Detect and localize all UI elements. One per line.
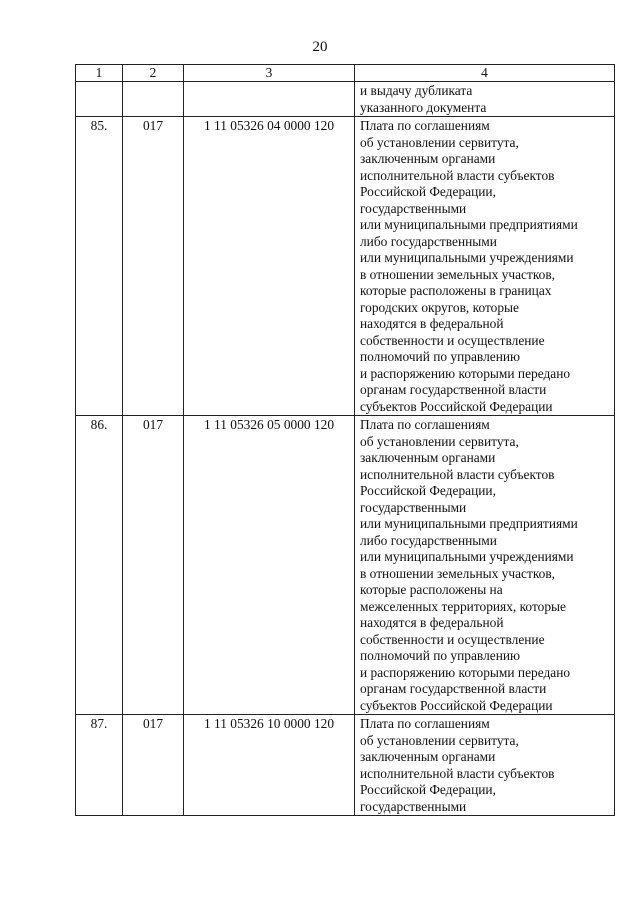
description-line: полномочий по управлению <box>360 648 521 663</box>
budget-classification-code: 1 11 05326 04 0000 120 <box>184 117 355 416</box>
description-line: в отношении земельных участков, <box>360 266 556 282</box>
description-line: органам государственной власти <box>360 681 547 696</box>
header-col-2: 2 <box>123 65 184 82</box>
description-line: собственности и осуществление <box>360 631 545 647</box>
admin-code: 017 <box>123 416 184 715</box>
table-row <box>76 117 615 416</box>
description-line: которые расположены в границах <box>360 283 552 298</box>
description-line: об установлении сервитута, <box>360 134 519 150</box>
cell-empty <box>76 82 123 117</box>
description-line: исполнительной власти субъектов <box>360 466 555 482</box>
description-line: заключенным органами <box>360 151 496 166</box>
description-line: органам государственной власти <box>360 382 547 397</box>
description-line: или муниципальными предприятиями <box>360 217 578 232</box>
description-line: которые расположены на <box>360 582 503 597</box>
description-line: Плата по соглашениям <box>360 118 490 133</box>
cell-empty <box>123 82 184 117</box>
budget-classification-code: 1 11 05326 10 0000 120 <box>184 715 355 816</box>
admin-code: 017 <box>123 715 184 816</box>
description-line: исполнительной власти субъектов <box>360 167 555 183</box>
description-line: Плата по соглашениям <box>360 417 490 432</box>
row-number: 87. <box>76 715 123 816</box>
page-number: 20 <box>312 39 328 55</box>
description-line: государственными <box>360 200 467 216</box>
continuation-row <box>76 82 615 117</box>
description-line: исполнительной власти субъектов <box>360 765 555 781</box>
description-line: собственности и осуществление <box>360 332 545 348</box>
description-line: либо государственными <box>360 233 497 249</box>
description-line: либо государственными <box>360 532 497 548</box>
description-line: и распоряжению которыми передано <box>360 365 571 381</box>
description-line: заключенным органами <box>360 450 496 465</box>
description-line: и распоряжению которыми передано <box>360 664 571 680</box>
description-line: или муниципальными предприятиями <box>360 516 578 531</box>
description-line: находятся в федеральной <box>360 316 504 331</box>
description-line: субъектов Российской Федерации <box>360 398 553 414</box>
description-line: Российской Федерации, <box>360 184 496 199</box>
revenue-codes-table <box>75 64 615 816</box>
admin-code: 017 <box>123 117 184 416</box>
row-number: 85. <box>76 117 123 416</box>
header-col-1: 1 <box>76 65 123 82</box>
description-line: и выдачу дубликата <box>360 83 473 98</box>
header-col-3: 3 <box>184 65 355 82</box>
table-row <box>76 715 615 816</box>
description-line: государственными <box>360 798 467 814</box>
description-line: государственными <box>360 499 467 515</box>
revenue-description <box>355 715 615 816</box>
description-line: субъектов Российской Федерации <box>360 697 553 713</box>
description-line: межселенных территориях, которые <box>360 598 566 614</box>
revenue-description <box>355 416 615 715</box>
cell-empty <box>184 82 355 117</box>
table-header-row <box>76 65 615 82</box>
description-line: в отношении земельных участков, <box>360 565 556 581</box>
description-line: Плата по соглашениям <box>360 716 490 731</box>
header-col-4: 4 <box>355 65 615 82</box>
budget-classification-code: 1 11 05326 05 0000 120 <box>184 416 355 715</box>
description-line: Российской Федерации, <box>360 483 496 498</box>
description-line: об установлении сервитута, <box>360 732 519 748</box>
revenue-description <box>355 117 615 416</box>
description-line: полномочий по управлению <box>360 349 521 364</box>
description-line: заключенным органами <box>360 749 496 764</box>
description-line: Российской Федерации, <box>360 782 496 797</box>
description-line: или муниципальными учреждениями <box>360 250 574 265</box>
description-line: или муниципальными учреждениями <box>360 549 574 564</box>
table-row <box>76 416 615 715</box>
description-line: указанного документа <box>360 99 487 115</box>
row-number: 86. <box>76 416 123 715</box>
description-line: об установлении сервитута, <box>360 433 519 449</box>
description-line: находятся в федеральной <box>360 615 504 630</box>
description-line: городских округов, которые <box>360 299 519 315</box>
continuation-description <box>355 82 615 117</box>
